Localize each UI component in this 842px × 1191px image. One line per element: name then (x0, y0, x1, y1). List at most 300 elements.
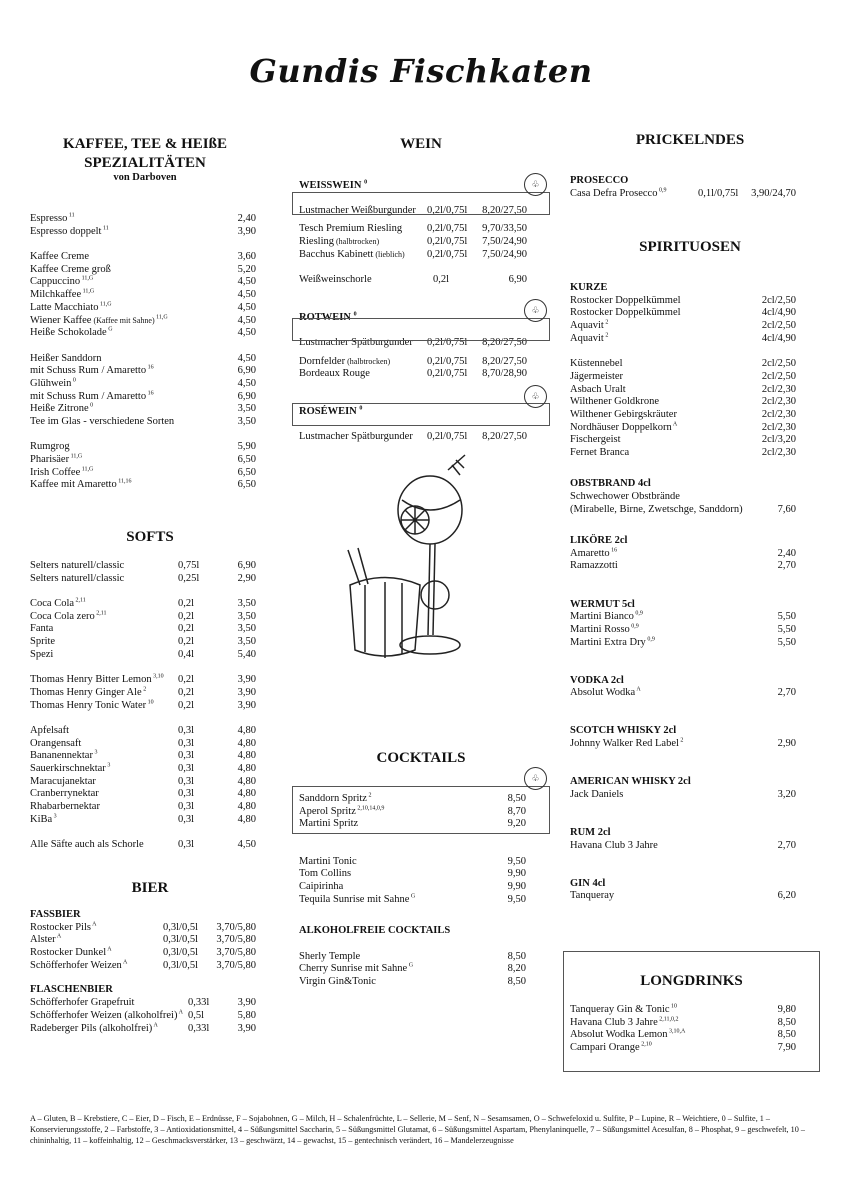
item-name: Rostocker Doppelkümmel (570, 307, 681, 319)
item-name: Kaffee Creme groß (30, 263, 111, 275)
item-price: 3,90 (237, 997, 256, 1009)
item-price: 8,20/27,50 (482, 336, 527, 348)
item-volume: 0,2l (178, 610, 195, 622)
item-volume: 0,3l/0,5l (163, 959, 199, 971)
item-volume: 0,3l/0,5l (163, 947, 199, 959)
item-price: 3,90/24,70 (751, 187, 796, 199)
allergen-marker: 2,11 (94, 610, 107, 617)
allergen-marker: 2,11 (74, 597, 86, 604)
item-note: (Kaffee mit Sahne) (91, 315, 155, 325)
prickelndes-title: PRICKELNDES (635, 132, 745, 148)
menu-row (30, 573, 256, 586)
menu-row (30, 560, 256, 573)
item-name: Tequila Sunrise mit Sahne $^G$ (299, 893, 416, 905)
item-name: Sherly Temple (299, 950, 361, 962)
menu-row (30, 814, 256, 827)
menu-row (30, 302, 256, 315)
menu-row (30, 611, 256, 624)
item-volume: 0,2l/0,75l (427, 248, 468, 260)
item-name: Bordeaux Rouge (299, 368, 370, 380)
item-price: 4,50 (237, 314, 256, 326)
allergen-marker: 0 (71, 377, 76, 384)
menu-row (30, 839, 256, 852)
item-name: Apfelsaft (30, 724, 70, 736)
spacer (570, 763, 796, 776)
item-price: 8,20/27,50 (482, 431, 527, 442)
spacer (299, 907, 526, 920)
group-title (570, 535, 796, 548)
softs-list (30, 560, 256, 852)
item-price: 9,50 (507, 855, 526, 867)
menu-row (30, 922, 256, 935)
item-price: 4,80 (237, 788, 256, 800)
menu-row (570, 1017, 796, 1030)
item-price: 3,50 (237, 636, 256, 648)
item-price: 7,90 (777, 1042, 796, 1054)
item-price: 7,50/24,90 (482, 236, 527, 248)
item-price: 2,70 (777, 839, 796, 851)
allergen-marker: 2,10 (639, 1041, 652, 1048)
item-price: 4,80 (237, 737, 256, 749)
item-price: 2,70 (777, 560, 796, 572)
item-price: 3,70/5,80 (216, 947, 256, 959)
allergen-marker: A (106, 946, 112, 953)
menu-row (30, 213, 256, 226)
item-name: Sprite (30, 636, 56, 648)
item-name: Martini Rosso $^{0,9}$ (570, 623, 639, 635)
kaffee-list (30, 213, 256, 492)
item-volume: 0,3l (178, 775, 195, 787)
item-name: Fanta (30, 623, 54, 635)
menu-row (30, 700, 256, 713)
item-volume: 0,2l (178, 699, 195, 711)
allergen-marker: 11 (101, 225, 109, 232)
item-price: 2,90 (237, 572, 256, 584)
item-price: 4cl/4,90 (761, 332, 796, 344)
item-name: Campari Orange $^{2,10}$ (570, 1041, 652, 1054)
item-price: 3,90 (237, 225, 256, 237)
menu-row (570, 333, 796, 346)
item-volume: 0,5l (188, 1009, 205, 1021)
item-name: Bananennektar $^3$ (30, 749, 98, 762)
menu-row (30, 226, 256, 239)
menu-row (299, 951, 526, 964)
item-price: 2cl/2,30 (761, 446, 796, 458)
item-name: Rostocker Doppelkümmel (570, 294, 681, 306)
menu-row (570, 409, 796, 422)
item-name: Fernet Branca (570, 446, 630, 458)
menu-row (570, 447, 796, 460)
item-volume: 0,25l (178, 572, 200, 584)
menu-row (299, 818, 526, 831)
item-volume: 0,3l/0,5l (163, 934, 199, 946)
wein-title: WEIN (400, 136, 442, 152)
cocktail-illustration (340, 450, 480, 670)
item-name: Havana Club 3 Jahre (570, 839, 658, 851)
item-name: Martini Extra Dry $^{0,9}$ (570, 636, 655, 648)
spacer (30, 712, 256, 725)
item-name: Rhabarbernektar (30, 801, 100, 813)
menu-row (30, 454, 256, 467)
item-name: Rostocker Pils $^A$ (30, 921, 97, 933)
item-name: Amaretto $^{16}$ (570, 547, 618, 559)
menu-row (30, 636, 256, 649)
item-volume: 0,2l/0,75l (427, 355, 468, 367)
menu-row (30, 788, 256, 801)
menu-row (570, 320, 796, 333)
item-price: 4,50 (237, 377, 256, 389)
item-name: Tanqueray Gin & Tonic $^{10}$ (570, 1003, 678, 1015)
rotwein-badge-icon: ♧ (524, 299, 547, 322)
allergen-marker: 0,9 (633, 610, 643, 617)
item-name: Bacchus Kabinett (lieblich) (299, 248, 405, 260)
rotwein-highlight-box (292, 318, 550, 341)
allergen-marker: 3 (105, 762, 111, 769)
item-price: 4,80 (237, 801, 256, 813)
item-name: mit Schuss Rum / Amaretto $^{16}$ (30, 390, 154, 402)
item-price: 3,50 (237, 403, 256, 415)
menu-row (30, 725, 256, 738)
item-volume: 0,2l/0,75l (427, 236, 468, 248)
item-price: 4cl/4,90 (761, 307, 796, 319)
item-price: 9,90 (507, 881, 526, 893)
item-name: Selters naturell/classic (30, 572, 125, 584)
item-price: 8,50 (507, 950, 526, 962)
item-name: Martini Tonic (299, 855, 357, 867)
menu-row (570, 611, 796, 624)
spacer (570, 662, 796, 675)
item-price: 5,40 (237, 648, 256, 660)
spacer (570, 700, 796, 713)
item-name: Schöfferhofer Weizen (alkoholfrei) $^A$ (30, 1009, 183, 1021)
spacer (570, 814, 796, 827)
spacer (299, 938, 526, 951)
item-name: Absolut Wodka $^A$ (570, 686, 641, 699)
menu-row (30, 327, 256, 340)
menu-row (299, 856, 526, 869)
rosewein-badge-icon: ♧ (524, 385, 547, 408)
cocktails-list (299, 793, 526, 989)
menu-row (299, 881, 526, 894)
allergen-marker: G (106, 326, 113, 333)
group-title (299, 925, 526, 938)
kaffee-subtitle: von Darboven (113, 172, 177, 183)
allergen-marker: 2 (141, 686, 147, 693)
menu-row (299, 368, 527, 381)
spirituosen-list (570, 282, 796, 903)
item-price: 2cl/2,50 (761, 320, 796, 332)
spacer (30, 826, 256, 839)
allergen-marker: A (90, 921, 97, 928)
item-price: 3,70/5,80 (216, 959, 256, 971)
item-price: 6,90 (237, 560, 256, 571)
group-title (570, 282, 796, 295)
menu-row (30, 416, 256, 429)
item-price: 7,60 (777, 503, 796, 515)
item-name: Schwechower Obstbrände (570, 491, 680, 502)
menu-row (30, 763, 256, 776)
allergen-marker: G (407, 962, 414, 969)
item-name: Asbach Uralt (570, 383, 626, 395)
menu-row (570, 789, 796, 802)
item-name: Pharisäer $^{11,G}$ (30, 453, 83, 466)
menu-row (570, 307, 796, 320)
item-price: 5,90 (237, 441, 256, 453)
item-volume: 0,3l (178, 813, 195, 825)
item-name: Thomas Henry Tonic Water $^{10}$ (30, 699, 154, 711)
item-price: 5,20 (237, 263, 256, 275)
item-name: Nordhäuser Doppelkorn $^A$ (570, 421, 678, 433)
menu-row (570, 738, 796, 751)
item-price: 3,50 (237, 416, 256, 427)
spacer (299, 300, 527, 313)
menu-row (570, 371, 796, 384)
item-name: Orangensaft (30, 737, 82, 749)
item-name: Tom Collins (299, 868, 352, 880)
menu-row (570, 637, 796, 650)
menu-row (30, 960, 256, 973)
weisswein-badge-icon: ♧ (524, 173, 547, 196)
allergen-marker: 11,G (80, 275, 94, 282)
item-note: (lieblich) (373, 249, 405, 259)
item-price: 3,90 (237, 686, 256, 698)
menu-row (30, 934, 256, 947)
spacer (30, 238, 256, 251)
item-name: Dornfelder (halbtrocken) (299, 355, 391, 367)
item-name: Maracujanektar (30, 775, 96, 787)
longdrinks-title: LONGDRINKS (640, 973, 743, 989)
item-price: 6,50 (237, 466, 256, 478)
item-name: Sauerkirschnektar $^3$ (30, 762, 111, 774)
item-volume: 0,2l (433, 274, 450, 286)
item-price: 7,50/24,90 (482, 248, 527, 260)
menu-row (570, 624, 796, 637)
allergen-marker: 0,9 (629, 623, 639, 630)
menu-row (30, 264, 256, 277)
allergen-marker: 3 (52, 813, 57, 820)
item-name: Riesling (halbtrocken) (299, 236, 380, 248)
item-name: Heiße Zitrone $^0$ (30, 402, 94, 415)
item-volume: 0,2l (178, 623, 195, 635)
prosecco-list (570, 175, 796, 200)
item-name: Irish Coffee $^{11,G}$ (30, 466, 94, 478)
item-price: 6,50 (237, 454, 256, 466)
item-price: 8,20/27,50 (482, 204, 527, 216)
spacer (570, 573, 796, 586)
allergen-marker: 2 (366, 792, 372, 799)
group-title-text: WERMUT 5cl (570, 598, 635, 610)
item-volume: 0,3l (178, 788, 195, 800)
item-price: 4,50 (237, 352, 256, 364)
menu-row (570, 1004, 796, 1017)
allergen-marker: 2 (603, 319, 609, 326)
item-name: Havana Club 3 Jahre $^{2,11,0,2}$ (570, 1016, 679, 1028)
menu-row (30, 801, 256, 814)
menu-row (299, 868, 526, 881)
item-price: 8,50 (777, 1029, 796, 1041)
item-name: Rostocker Dunkel $^A$ (30, 946, 112, 959)
allergen-marker: A (55, 933, 62, 940)
menu-row (30, 403, 256, 416)
group-title-text: WEISSWEIN $^0$ (299, 179, 368, 191)
spacer (570, 345, 796, 358)
item-volume: 0,2l (178, 598, 195, 610)
menu-row (299, 274, 527, 287)
allergen-marker: A (152, 1022, 158, 1028)
item-volume: 0,2l/0,75l (427, 336, 468, 348)
item-name: Virgin Gin&Tonic (299, 975, 376, 987)
item-name: Alle Säfte auch als Schorle (30, 839, 144, 851)
menu-row (570, 890, 796, 903)
menu-row (570, 396, 796, 409)
item-volume: 0,3l (178, 839, 195, 851)
item-name: Glühwein $^0$ (30, 377, 76, 389)
item-name: Lustmacher Spätburgunder (299, 336, 413, 348)
menu-row (30, 391, 256, 404)
menu-row (30, 598, 256, 611)
item-price: 3,50 (237, 623, 256, 635)
item-volume: 0,4l (178, 648, 195, 660)
spacer (30, 585, 256, 598)
item-price: 9,50 (507, 893, 526, 905)
group-title-text: ROSÉWEIN $^0$ (299, 405, 363, 418)
item-price: 9,90 (507, 868, 526, 880)
spacer (299, 287, 527, 300)
allergen-marker: 11,G (81, 288, 95, 295)
spacer (570, 751, 796, 764)
group-title-text: OBSTBRAND 4cl (570, 478, 651, 490)
item-name: mit Schuss Rum / Amaretto $^{16}$ (30, 364, 154, 377)
kaffee-title: KAFFEE, TEE & HEIßE SPEZIALITÄTEN (63, 136, 227, 171)
menu-row (30, 365, 256, 378)
allergen-marker: 3,10 (151, 673, 164, 680)
item-name: Cappuccino $^{11,G}$ (30, 275, 94, 288)
menu-row (30, 276, 256, 289)
item-name: Selters naturell/classic (30, 560, 125, 571)
allergen-marker: 3 (92, 749, 98, 756)
item-name: Martini Bianco $^{0,9}$ (570, 610, 643, 623)
item-price: 4,50 (237, 327, 256, 339)
item-price: 2cl/2,30 (761, 396, 796, 408)
item-price: 2cl/2,30 (761, 421, 796, 433)
item-price: 2,40 (237, 213, 256, 224)
item-name: Radeberger Pils (alkoholfrei) $^A$ (30, 1022, 158, 1034)
spacer (570, 802, 796, 815)
menu-row (30, 674, 256, 687)
item-name: Espresso $^{11}$ (30, 212, 75, 224)
group-title-text: FLASCHENBIER (30, 984, 113, 996)
menu-row (299, 963, 526, 976)
group-title-text: VODKA 2cl (570, 674, 624, 686)
item-price: 4,80 (237, 750, 256, 762)
item-name: Casa Defra Prosecco $^{0,9}$ (570, 187, 667, 199)
menu-row (30, 353, 256, 366)
menu-row (570, 358, 796, 371)
item-note: (halbtrocken) (345, 356, 391, 366)
item-name: Lustmacher Spätburgunder (299, 431, 413, 442)
item-price: 4,80 (237, 763, 256, 774)
item-price: 2cl/2,50 (761, 294, 796, 306)
menu-row (570, 1042, 796, 1055)
item-price: 9,20 (507, 818, 526, 830)
menu-row (30, 738, 256, 751)
item-price: 3,20 (777, 788, 796, 800)
bier-list (30, 909, 256, 1035)
item-price: 8,50 (507, 975, 526, 987)
item-volume: 0,2l (178, 686, 195, 698)
menu-row (30, 623, 256, 636)
allergen-marker: 2 (678, 737, 684, 744)
softs-title: SOFTS (126, 529, 174, 545)
item-volume: 0,3l (178, 724, 195, 736)
menu-row (30, 649, 256, 662)
spacer (30, 340, 256, 353)
menu-row (30, 315, 256, 328)
spirituosen-title: SPIRITUOSEN (639, 239, 741, 255)
item-volume: 0,2l/0,75l (427, 204, 468, 216)
allergen-marker: G (409, 893, 416, 900)
menu-row (299, 806, 526, 819)
item-price: 6,90 (237, 390, 256, 402)
item-price: 3,50 (237, 598, 256, 610)
group-title (570, 878, 796, 891)
spacer (570, 852, 796, 865)
spacer (570, 713, 796, 726)
menu-row (570, 1029, 796, 1042)
item-name: Coca Cola $^{2,11}$ (30, 597, 86, 610)
group-title-text: LIKÖRE 2cl (570, 535, 628, 547)
item-name: Espresso doppelt $^{11}$ (30, 225, 109, 237)
item-price: 8,50 (777, 1016, 796, 1028)
item-price: 9,70/33,50 (482, 223, 527, 235)
item-price: 4,50 (237, 839, 256, 851)
allergen-footer: A – Gluten, B – Krebstiere, C – Eier, D – Fisch, E – Erdnüsse, F – Sojabohnen, G – Milch, H – Schalenfrüchte, L – Sellerie, M – Senf, N – Sesamsamen, O – Schwefeloxid u. Sulfite, P – Lupine, R – Weichtiere, 0 – Sulfite, 1 – Konservierungsstoffe, 2 – Farbstoffe, 3 – Antioxidationsmittel, 4 – Süßungsmittel Saccharin, 5 – Süßungsmittel Glutamat, 6 – Süßungsmittel Aspartam, Phenylaninquelle, 7 – Süßungsmittel Acesulfan, 8 – Phosphat, 9 – geschwefelt, 10 – chininhaltig, 11 – koffeinhaltig, 12 – Geschmacksverstärker, 13 – geschwärzt, 14 – gewachst, 15 – gentechnisch verändert, 16 – Mandelerzeugnisse (30, 1114, 805, 1145)
item-price: 3,60 (237, 251, 256, 263)
allergen-marker: 11,G (154, 314, 168, 320)
item-volume: 0,2l (178, 674, 195, 686)
item-name: Absolut Wodka Lemon $^{3,10,A}$ (570, 1028, 686, 1041)
item-price: 6,90 (508, 274, 527, 286)
allergen-marker: 0,9 (645, 636, 655, 643)
item-price: 2cl/2,50 (761, 358, 796, 370)
spacer (299, 381, 527, 394)
item-name: Thomas Henry Bitter Lemon $^{3,10}$ (30, 673, 164, 686)
menu-row (299, 894, 526, 907)
menu-row (570, 188, 796, 201)
spacer (570, 865, 796, 878)
weisswein-highlight-box (292, 192, 550, 215)
menu-row (570, 384, 796, 397)
spacer (299, 261, 527, 274)
allergen-marker: 10 (669, 1003, 678, 1010)
item-name: Milchkaffee $^{11,G}$ (30, 288, 95, 301)
menu-row (30, 289, 256, 302)
item-price: 3,90 (237, 1022, 256, 1034)
group-title-text: ROTWEIN $^0$ (299, 311, 357, 324)
spacer (570, 649, 796, 662)
item-name: Heiße Schokolade $^G$ (30, 326, 113, 339)
item-price: 4,80 (237, 724, 256, 736)
allergen-marker: 16 (146, 390, 154, 397)
group-title-text: KURZE (570, 282, 608, 293)
menu-row (299, 249, 527, 262)
allergen-marker: A (635, 686, 641, 693)
menu-row (30, 750, 256, 763)
item-volume: 0,3l (178, 801, 195, 813)
item-name: Spezi (30, 648, 54, 660)
item-price: 3,90 (237, 699, 256, 711)
item-price: 2,90 (777, 738, 796, 750)
